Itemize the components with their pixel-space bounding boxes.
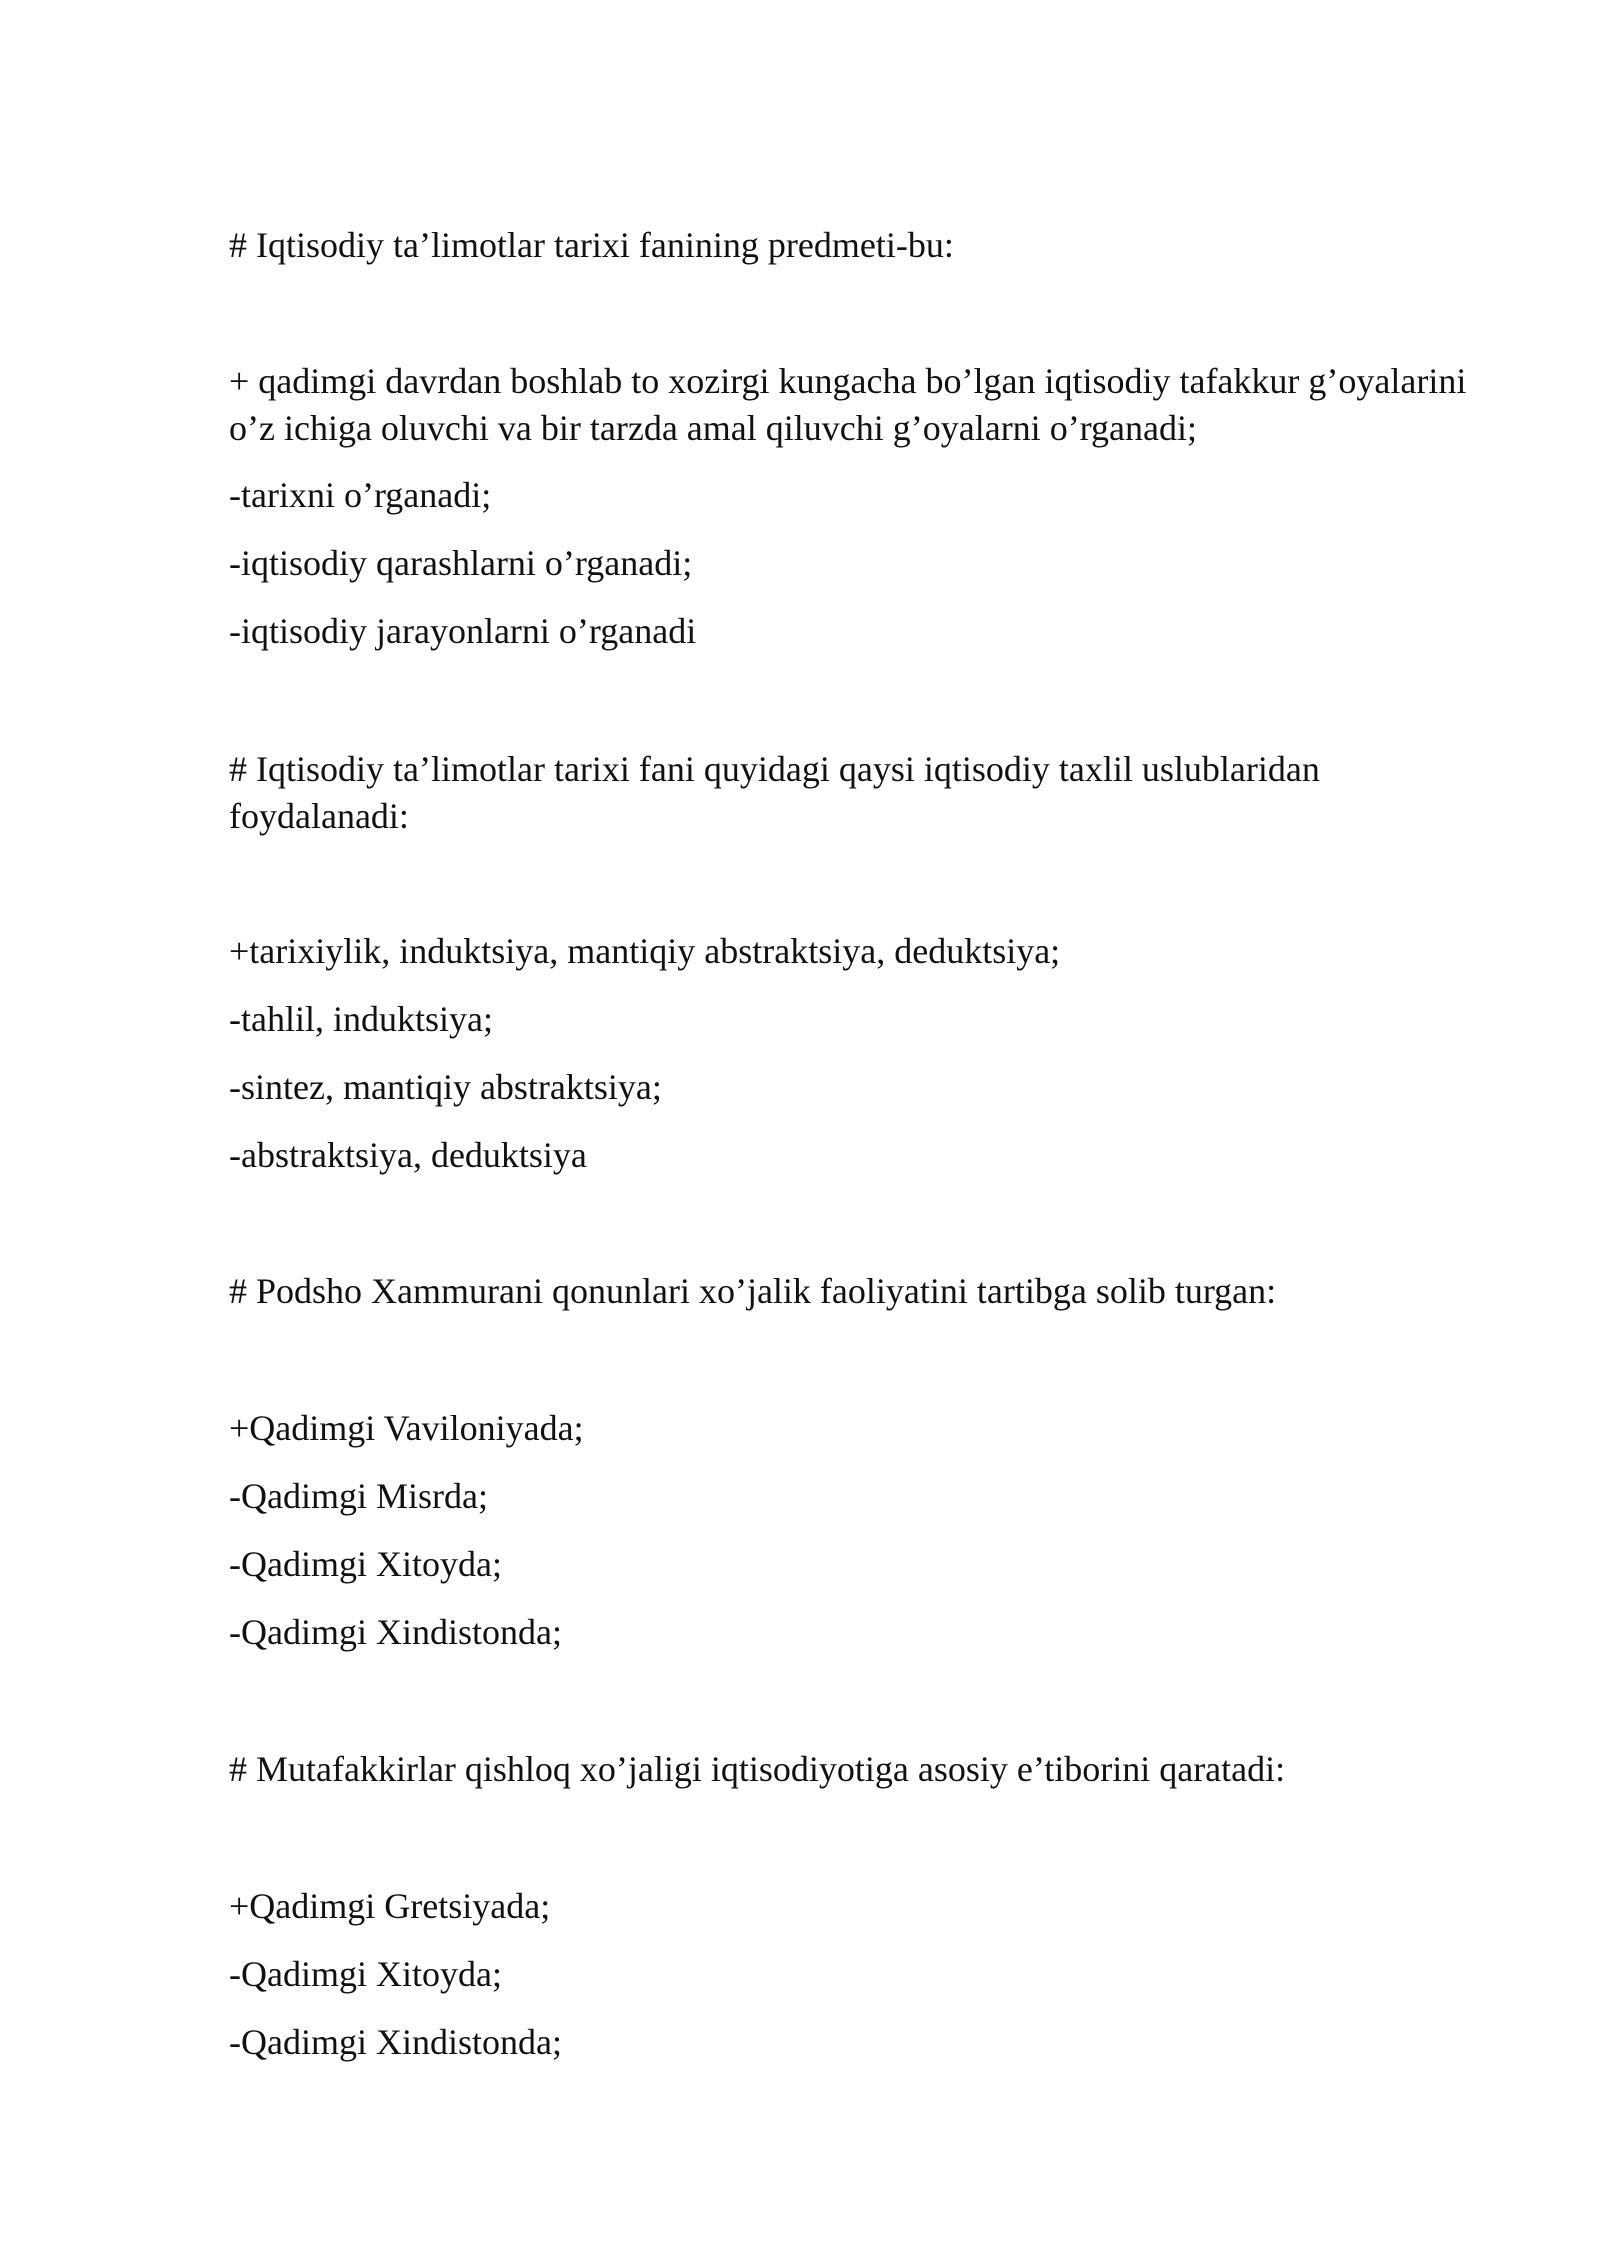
answer-2-1: +tarixiylik, induktsiya, mantiqiy abstraktsiya, deduktsiya; xyxy=(229,931,1061,971)
answer-3-1: +Qadimgi Vaviloniyada; xyxy=(229,1408,584,1448)
answer-3-3: -Qadimgi Xitoyda; xyxy=(229,1544,502,1584)
answer-2-2: -tahlil, induktsiya; xyxy=(229,999,493,1039)
answer-4-1: +Qadimgi Gretsiyada; xyxy=(229,1886,551,1926)
answer-4-3: -Qadimgi Xindistonda; xyxy=(229,2022,562,2062)
answer-2-3: -sintez, mantiqiy abstraktsiya; xyxy=(229,1067,662,1107)
answer-4-2: -Qadimgi Xitoyda; xyxy=(229,1954,502,1994)
answer-1-1: + qadimgi davrdan boshlab to xozirgi kungacha bo’lgan iqtisodiy tafakkur g’oyalarini o’z ichiga oluvchi va bir tarzda amal qiluvchi g’oyalarni o’rganadi; xyxy=(229,361,1467,448)
question-3: # Podsho Xammurani qonunlari xo’jalik faoliyatini tartibga solib turgan: xyxy=(229,1271,1277,1311)
question-1: # Iqtisodiy ta’limotlar tarixi fanining predmeti-bu: xyxy=(229,225,954,265)
question-2: # Iqtisodiy ta’limotlar tarixi fani quyidagi qaysi iqtisodiy taxlil uslublaridan foydalanadi: xyxy=(229,749,1320,836)
question-4: # Mutafakkirlar qishloq xo’jaligi iqtisodiyotiga asosiy e’tiborini qaratadi: xyxy=(229,1749,1286,1789)
answer-3-4: -Qadimgi Xindistonda; xyxy=(229,1612,562,1652)
answer-1-4: -iqtisodiy jarayonlarni o’rganadi xyxy=(229,611,697,651)
answer-2-4: -abstraktsiya, deduktsiya xyxy=(229,1135,587,1175)
answer-1-3: -iqtisodiy qarashlarni o’rganadi; xyxy=(229,543,693,583)
answer-3-2: -Qadimgi Misrda; xyxy=(229,1476,488,1516)
answer-1-2: -tarixni o’rganadi; xyxy=(229,475,492,515)
